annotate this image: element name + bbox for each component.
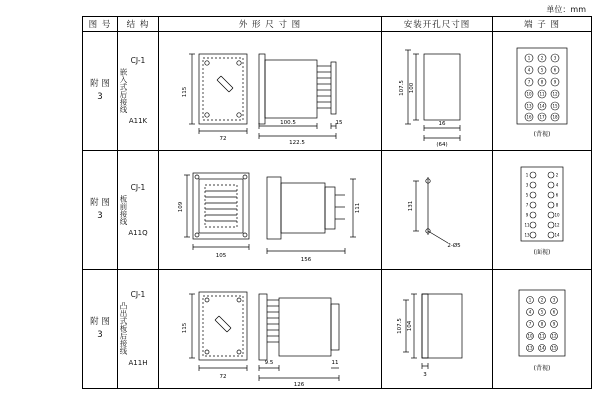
terminal-number: 12	[554, 222, 560, 228]
terminal-number: 5	[540, 67, 544, 73]
hole-label: 16	[438, 121, 446, 127]
hole-drawing-2	[382, 151, 492, 269]
terminal-number: 13	[524, 232, 530, 238]
cell-hole-dim	[382, 32, 493, 151]
table-header-row	[83, 17, 592, 32]
terminal-number: 1	[527, 55, 531, 61]
terminal-number: 14	[539, 345, 545, 351]
cell-outline-dim	[159, 270, 382, 389]
terminal-number: 6	[552, 309, 556, 315]
dim-label: 11	[331, 360, 339, 366]
terminal-number: 2	[540, 55, 544, 61]
cell-terminal	[493, 270, 592, 389]
table-row	[83, 32, 592, 151]
header-outline-dim: 外 形 尺 寸 图	[159, 17, 382, 32]
terminal-number: 13	[526, 103, 532, 109]
dim-label: 109	[178, 201, 184, 213]
structure-code: CJ-1	[130, 182, 146, 192]
terminal-number: 1	[525, 172, 529, 178]
terminal-number: 4	[528, 309, 532, 315]
terminal-number: 4	[555, 182, 559, 188]
terminal-number: 1	[528, 297, 532, 303]
cell-outline-dim	[159, 151, 382, 270]
terminal-number: 14	[539, 103, 545, 109]
terminal-number: 8	[555, 202, 559, 208]
terminal-number: 7	[525, 202, 529, 208]
drawing-no-line1: 附 图	[90, 79, 110, 89]
hole-label: 107.5	[397, 318, 403, 334]
drawing-no-line2: 3	[97, 330, 103, 340]
terminal-number: 2	[555, 172, 559, 178]
dim-label: 72	[219, 136, 227, 142]
structure-code: CJ-1	[130, 290, 146, 300]
hole-label: 3	[423, 372, 427, 378]
terminal-number: 9	[525, 212, 529, 218]
cell-drawing-no	[83, 32, 118, 151]
cell-drawing-no	[83, 151, 118, 270]
dim-label: 15	[335, 120, 343, 126]
terminal-number: 14	[554, 232, 560, 238]
hole-label: 2-Ø5	[447, 243, 461, 249]
dim-label: 126	[293, 382, 305, 388]
terminal-view-label: (面视)	[533, 249, 551, 256]
terminal-number: 12	[552, 91, 558, 97]
hole-label: 104	[407, 320, 413, 332]
terminal-number: 7	[527, 79, 531, 85]
terminal-number: 9	[552, 321, 556, 327]
dim-label: 115	[182, 322, 188, 334]
table-row	[83, 270, 592, 389]
terminal-number: 8	[540, 321, 544, 327]
structure-code: CJ-1	[130, 56, 146, 65]
drawing-no-line2: 3	[97, 92, 103, 102]
terminal-number: 16	[526, 114, 532, 120]
terminal-number: 6	[553, 67, 557, 73]
hole-label: 100	[409, 82, 415, 94]
terminal-number: 17	[539, 114, 545, 120]
hole-drawing-1	[382, 32, 492, 150]
drawing-no-line1: 附 图	[90, 198, 110, 208]
dim-label: 105	[215, 253, 227, 259]
terminal-number: 3	[552, 297, 556, 303]
terminal-view-label: (背视)	[533, 131, 551, 138]
terminal-number: 11	[524, 222, 530, 228]
structure-code2: A11H	[128, 358, 148, 367]
spec-table	[82, 16, 592, 389]
terminal-number: 5	[540, 309, 544, 315]
header-drawing-no: 图 号	[83, 17, 118, 32]
terminal-view-label: (背视)	[533, 365, 551, 372]
hole-label: (64)	[436, 142, 448, 148]
terminal-number: 10	[554, 212, 560, 218]
outline-drawing-1	[159, 32, 381, 150]
terminal-number: 15	[552, 103, 558, 109]
cell-terminal	[493, 151, 592, 270]
cell-outline-dim	[159, 32, 382, 151]
dim-label: 72	[219, 374, 227, 380]
structure-text: 板前接线	[119, 194, 128, 225]
outline-drawing-3	[159, 270, 381, 388]
structure-text: 嵌入式后接线	[119, 68, 128, 113]
terminal-number: 15	[551, 345, 557, 351]
terminal-number: 7	[528, 321, 532, 327]
table-body	[83, 32, 592, 389]
header-terminal: 端 子 图	[493, 17, 592, 32]
dim-label: 122.5	[289, 140, 305, 146]
table-row	[83, 151, 592, 270]
hole-label: 107.5	[399, 80, 405, 96]
drawing-no-line1: 附 图	[90, 317, 110, 327]
structure-code2: A11K	[128, 117, 148, 125]
terminal-number: 3	[525, 182, 529, 188]
dim-label: 115	[182, 86, 188, 98]
terminal-number: 2	[540, 297, 544, 303]
terminal-number: 11	[539, 333, 545, 339]
cell-terminal	[493, 32, 592, 151]
unit-note: 单位：mm	[546, 5, 586, 14]
cell-structure	[118, 151, 159, 270]
table-head	[83, 17, 592, 32]
terminal-number: 8	[540, 79, 544, 85]
cell-structure	[118, 270, 159, 389]
terminal-number: 3	[553, 55, 557, 61]
dim-label: 156	[300, 257, 312, 263]
terminal-number: 5	[525, 192, 529, 198]
terminal-number: 6	[555, 192, 559, 198]
terminal-drawing-1	[493, 32, 591, 150]
terminal-number: 10	[526, 91, 532, 97]
cell-hole-dim	[382, 270, 493, 389]
terminal-number: 18	[552, 114, 558, 120]
terminal-drawing-3	[493, 270, 591, 388]
terminal-number: 9	[553, 79, 557, 85]
terminal-number: 12	[551, 333, 557, 339]
terminal-number: 13	[527, 345, 533, 351]
structure-text: 凸出式板后接线	[119, 302, 128, 355]
hole-drawing-3	[382, 270, 492, 388]
header-structure: 结 构	[118, 17, 159, 32]
hole-label: 131	[408, 200, 414, 212]
drawing-no-line2: 3	[97, 211, 103, 221]
cell-drawing-no	[83, 270, 118, 389]
terminal-number: 10	[527, 333, 533, 339]
terminal-drawing-2	[493, 151, 591, 269]
terminal-number: 11	[539, 91, 545, 97]
dim-label: 9.5	[264, 360, 274, 366]
structure-code2: A11Q	[128, 228, 148, 237]
cell-hole-dim	[382, 151, 493, 270]
terminal-number: 4	[527, 67, 531, 73]
cell-structure	[118, 32, 159, 151]
outline-drawing-2	[159, 151, 381, 269]
dim-label: 100.5	[280, 120, 296, 126]
header-hole-dim: 安装开孔尺寸图	[382, 17, 493, 32]
dim-label: 111	[355, 202, 361, 214]
